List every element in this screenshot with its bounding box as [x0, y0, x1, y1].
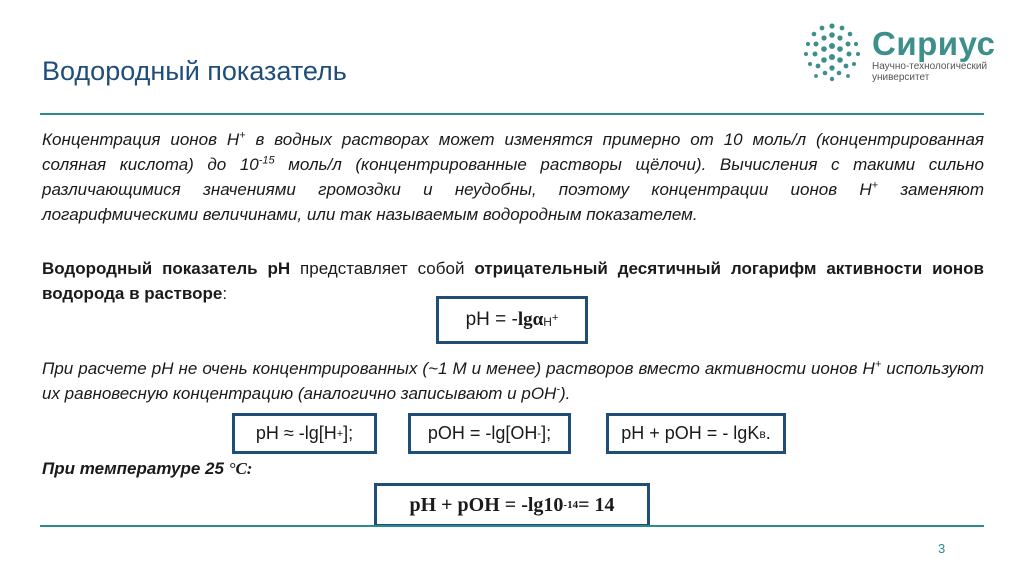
formula-text: . — [765, 423, 771, 443]
formula-ph-definition — [436, 296, 588, 344]
superscript: - — [556, 383, 560, 396]
formula-ph-concentration: pH ≈ -lg[H + ]; — [232, 413, 377, 454]
text-span: в водных растворах может изменятся примерно от 10 моль/л (концентрированная соляная кислота) до 10 — [42, 130, 985, 174]
text-span: используют их равновесную концентрацию (аналогично записывают и pOH — [42, 359, 984, 403]
formula-text: pH + pOH = - lgK — [621, 423, 760, 443]
logo-subtitle-line2: университет — [872, 72, 930, 83]
text-span: ). — [560, 384, 571, 403]
temperature-line — [42, 456, 984, 481]
formula-text: pH + pOH = -lg10 — [409, 493, 564, 516]
formula-text: ]; — [541, 423, 552, 443]
slide-title: Водородный показатель — [42, 56, 347, 86]
text-span: Концентрация ионов H — [42, 130, 240, 149]
superscript: + — [874, 358, 882, 371]
temperature-unit: °C: — [228, 459, 253, 478]
formula-ph-poh-sum: pH + pOH = - lgK в . — [606, 413, 786, 454]
text-span: При расчете pH не очень концентрированных (~1 M и менее) растворов вместо активности ионов H — [42, 359, 875, 378]
definition-term: Водородный показатель pH — [42, 259, 291, 278]
text-span: заменяют логарифмическими величинами, или так называемым водородным показателем. — [42, 180, 984, 224]
logo-subtitle-line1: Научно-технологический — [872, 61, 988, 72]
formula-text: pOH = -lg[OH — [427, 423, 538, 443]
text-span: представляет собой — [290, 259, 475, 278]
formula-text: ]; — [343, 423, 354, 443]
paragraph-calculation — [42, 356, 984, 406]
formula-text: pH ≈ -lg[H — [255, 423, 337, 443]
superscript: + — [551, 312, 559, 324]
formula-text: = 14 — [578, 493, 615, 516]
formula-ph-poh-14: pH + pOH = -lg10 -14 = 14 — [374, 483, 650, 527]
superscript: + — [239, 129, 246, 142]
formula-poh-concentration: pOH = -lg[OH - ]; — [408, 413, 571, 454]
page-number: 3 — [938, 541, 946, 556]
text-span: : — [222, 284, 228, 303]
logo-name: Сириус — [872, 25, 996, 62]
text-span: При температуре 25 — [42, 459, 229, 478]
subscript: H — [543, 315, 552, 329]
paragraph-concentration — [42, 127, 984, 227]
formula-text: lgα — [517, 309, 544, 330]
bottom-divider — [40, 525, 984, 527]
formula-text: pH = - — [465, 309, 518, 330]
superscript: + — [871, 179, 879, 192]
superscript: -15 — [258, 154, 275, 167]
definition-text: отрицательный десятичный логарифм активности ионов водорода в растворе — [42, 259, 985, 303]
top-divider — [40, 113, 984, 115]
text-span: моль/л (концентрированные растворы щёлочи). Вычисления с такими сильно различающимися значениями громоздки и неудобны, поэтому концентрации ионов H — [42, 155, 984, 199]
logo-subtitle — [872, 61, 987, 83]
sirius-logo — [800, 20, 1000, 90]
sirius-dots-icon — [800, 20, 864, 84]
